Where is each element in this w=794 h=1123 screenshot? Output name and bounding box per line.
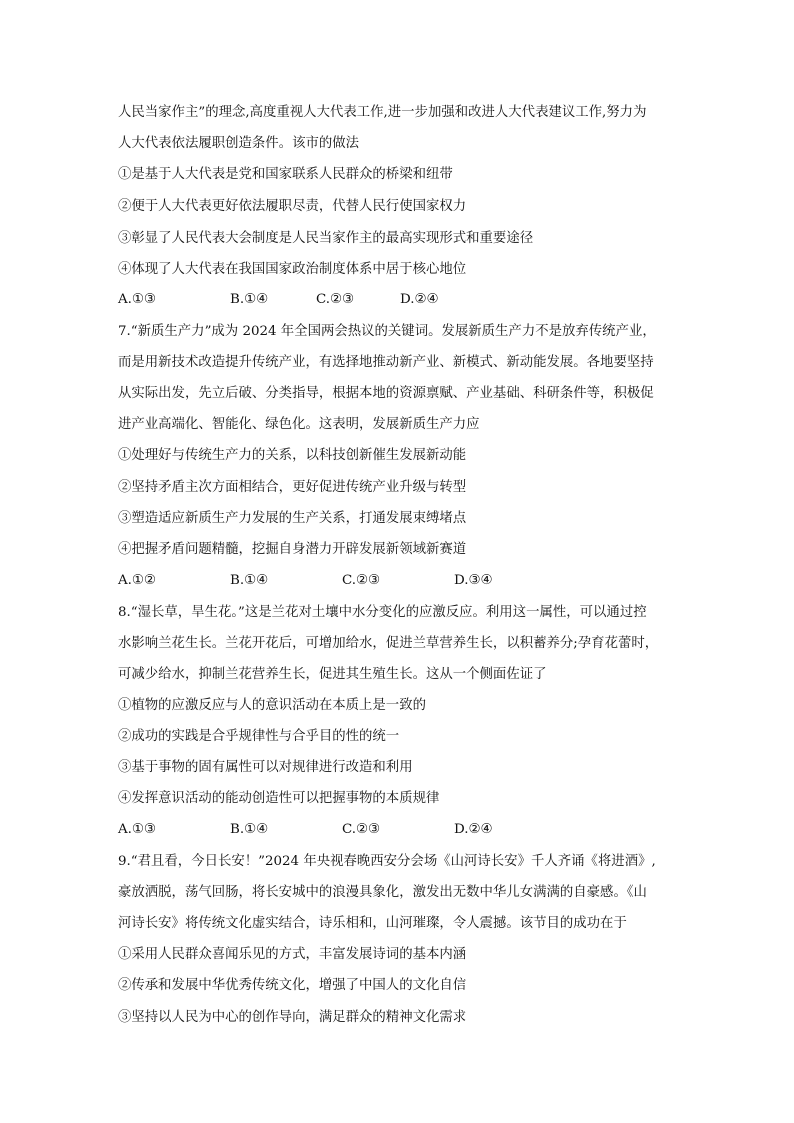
q7-stem-line: 从实际出发，先立后破、分类指导，根据本地的资源禀赋、产业基础、科研条件等，积极促 — [118, 386, 654, 401]
q7-option: ③塑造适应新质生产力发展的生产关系，打通发展束缚堵点 — [118, 511, 467, 526]
q7-stem-line: 进产业高端化、智能化、绿色化。这表明，发展新质生产力应 — [118, 417, 480, 432]
q8-answer-choices — [118, 820, 698, 840]
q8-choice-b: B.①④ — [230, 822, 269, 837]
q9-option: ③坚持以人民为中心的创作导向，满足群众的精神文化需求 — [118, 1010, 467, 1025]
q8-choice-d: D.②④ — [454, 822, 493, 837]
q6-choice-a: A.①③ — [118, 292, 156, 307]
q6-option: ③彰显了人民代表大会制度是人民当家作主的最高实现形式和重要途径 — [118, 231, 534, 246]
q7-option: ①处理好与传统生产力的关系，以科技创新催生发展新动能 — [118, 448, 467, 463]
q7-option: ②坚持矛盾主次方面相结合，更好促进传统产业升级与转型 — [118, 480, 467, 495]
q8-choice-c: C.②③ — [342, 822, 381, 837]
q9-stem-line: 9.“君且看，今日长安！”2024 年央视春晚西安分会场《山河诗长安》千人齐诵《将进酒》, — [118, 854, 656, 869]
q7-choice-a: A.①② — [118, 573, 156, 588]
q8-stem-line: 水影响兰花生长。兰花开花后，可增加给水，促进兰草营养生长，以积蓄养分;孕育花蕾时， — [118, 636, 659, 651]
q7-choice-d: D.③④ — [454, 573, 493, 588]
q8-choice-a: A.①③ — [118, 822, 156, 837]
q6-stem-line: 人民当家作主”的理念,高度重视人大代表工作,进一步加强和改进人大代表建议工作,努力为 — [118, 105, 647, 120]
q8-option: ④发挥意识活动的能动创造性可以把握事物的本质规律 — [118, 791, 440, 806]
q6-choice-b: B.①④ — [230, 292, 269, 307]
q8-option: ③基于事物的固有属性可以对规律进行改造和利用 — [118, 760, 413, 775]
q9-stem-line: 豪放洒脱，荡气回肠，将长安城中的浪漫具象化，激发出无数中华儿女满满的自豪感。《山 — [118, 885, 647, 900]
q7-option: ④把握矛盾问题精髓，挖掘自身潜力开辟发展新领域新赛道 — [118, 542, 467, 557]
q9-option: ①采用人民群众喜闻乐见的方式，丰富发展诗词的基本内涵 — [118, 947, 467, 962]
q6-option: ②便于人大代表更好依法履职尽责，代替人民行使国家权力 — [118, 199, 467, 214]
q6-stem-line: 人大代表依法履职创造条件。该市的做法 — [118, 136, 360, 151]
q7-stem-line: 而是用新技术改造提升传统产业，有选择地推动新产业、新模式、新动能发展。各地要坚持 — [118, 355, 654, 370]
q7-stem-line: 7.“新质生产力”成为 2024 年全国两会热议的关键词。发展新质生产力不是放弃传统产业， — [118, 324, 656, 339]
q7-choice-b: B.①④ — [230, 573, 269, 588]
q8-option: ②成功的实践是合乎规律性与合乎目的性的统一 — [118, 729, 400, 744]
q8-stem-line: 8.“湿长草，旱生花。”这是兰花对土壤中水分变化的应激反应。利用这一属性，可以通过控 — [118, 605, 647, 620]
q6-option: ④体现了人大代表在我国国家政治制度体系中居于核心地位 — [118, 262, 467, 277]
q6-option: ①是基于人大代表是党和国家联系人民群众的桥梁和纽带 — [118, 167, 453, 182]
q9-option: ②传承和发展中华优秀传统文化，增强了中国人的文化自信 — [118, 978, 467, 993]
q7-choice-c: C.②③ — [342, 573, 381, 588]
q6-answer-choices — [118, 290, 698, 310]
q9-stem-line: 河诗长安》将传统文化虚实结合，诗乐相和，山河璀璨，令人震撼。该节目的成功在于 — [118, 916, 627, 931]
q7-answer-choices — [118, 571, 698, 591]
q6-choice-d: D.②④ — [400, 292, 439, 307]
q6-choice-c: C.②③ — [316, 292, 355, 307]
q8-stem-line: 可减少给水，抑制兰花营养生长，促进其生殖生长。这从一个侧面佐证了 — [118, 667, 547, 682]
q8-option: ①植物的应激反应与人的意识活动在本质上是一致的 — [118, 698, 426, 713]
